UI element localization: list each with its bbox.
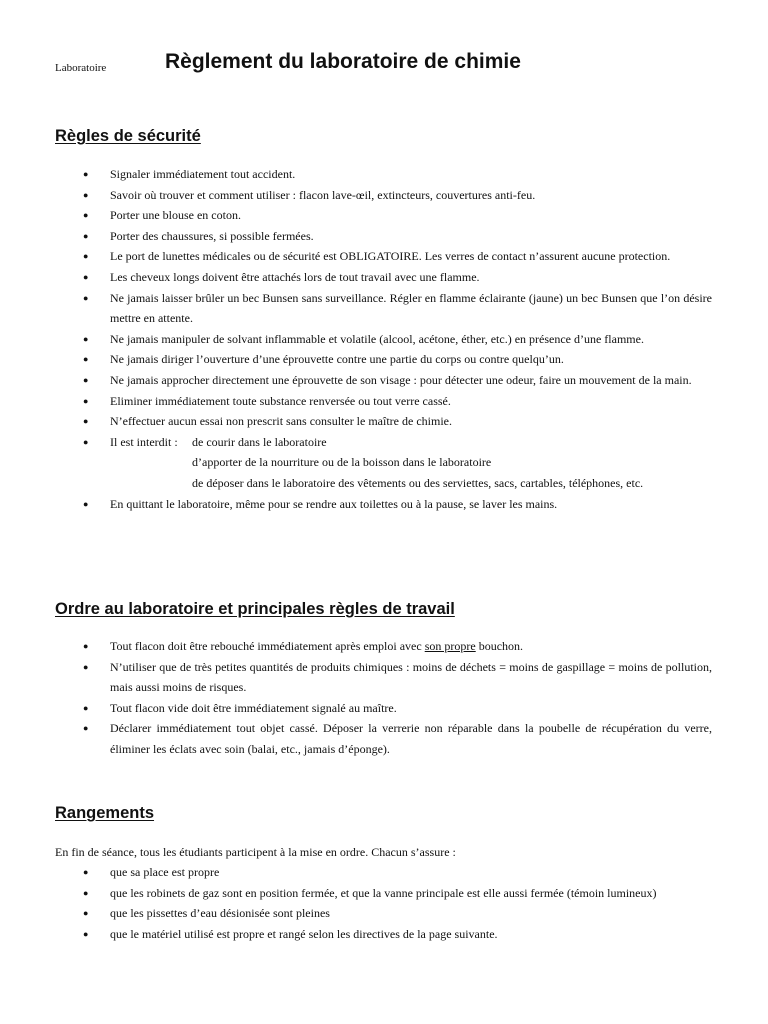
list-item: ● que sa place est propre <box>0 862 768 883</box>
bullet-icon: ● <box>83 928 89 939</box>
bullet-icon: ● <box>83 271 89 282</box>
bullet-icon: ● <box>83 251 89 262</box>
ordre-list <box>0 636 768 760</box>
list-item: ● Eliminer immédiatement toute substance renversée ou tout verre cassé. <box>0 391 768 412</box>
list-item: ● Porter des chaussures, si possible fermées. <box>0 226 768 247</box>
securite-list <box>0 164 768 514</box>
rangements-list <box>0 862 768 944</box>
bullet-icon: ● <box>83 661 89 672</box>
list-item: ● Le port de lunettes médicales ou de sécurité est OBLIGATOIRE. Les verres de contact n’assurent aucune protection. <box>0 246 768 267</box>
bullet-icon: ● <box>83 169 89 179</box>
list-item: ● En quittant le laboratoire, même pour se rendre aux toilettes ou à la pause, se laver les mains. <box>0 494 768 515</box>
list-item: ● Tout flacon doit être rebouché immédiatement après emploi avec son propre bouchon. <box>0 636 768 657</box>
bullet-icon: ● <box>83 641 89 651</box>
list-item: ● N’utiliser que de très petites quantités de produits chimiques : moins de déchets = moins de gaspillage = moins de pollution, mais aussi moins de risques. <box>0 657 768 698</box>
interdit-line: de courir dans le laboratoire <box>192 434 327 449</box>
list-item: ● Les cheveux longs doivent être attachés lors de tout travail avec une flamme. <box>0 267 768 288</box>
list-item: ● Tout flacon vide doit être immédiatement signalé au maître. <box>0 698 768 719</box>
section-title-rangements: Rangements <box>55 804 155 822</box>
list-item: ● N’effectuer aucun essai non prescrit sans consulter le maître de chimie. <box>0 411 768 432</box>
bullet-icon: ● <box>83 210 89 221</box>
bullet-icon: ● <box>83 887 89 898</box>
interdit-line: d’apporter de la nourriture ou de la boisson dans le laboratoire <box>192 455 492 470</box>
bullet-icon: ● <box>83 867 89 877</box>
bullet-icon: ● <box>83 436 89 447</box>
list-item: ● Ne jamais approcher directement une éprouvette de son visage : pour détecter une odeur, faire un mouvement de la main. <box>0 370 768 391</box>
bullet-icon: ● <box>83 230 89 241</box>
list-item: ● Porter une blouse en coton. <box>0 205 768 226</box>
underlined-text: son propre <box>424 639 476 653</box>
list-item: ● Déclarer immédiatement tout objet cassé. Déposer la verrerie non réparable dans la poubelle de récupération du verre, éliminer les éclats avec soin (balai, etc., jamais d’éponge). <box>0 718 768 759</box>
header-label: Laboratoire <box>55 62 107 74</box>
interdit-line: de déposer dans le laboratoire des vêtements ou des serviettes, sacs, cartables, téléphones, etc. <box>192 475 644 490</box>
list-item: ● Ne jamais diriger l’ouverture d’une éprouvette contre une partie du corps ou contre quelqu’un. <box>0 349 768 370</box>
bullet-icon: ● <box>83 395 89 406</box>
list-item-interdit <box>0 432 768 494</box>
list-item: ● Ne jamais laisser brûler un bec Bunsen sans surveillance. Régler en flamme éclairante (jaune) un bec Bunsen que l’on désire mettre en attente. <box>0 288 768 329</box>
bullet-icon: ● <box>83 416 89 427</box>
rangements-intro: En fin de séance, tous les étudiants participent à la mise en ordre. Chacun s’assure : <box>55 845 456 859</box>
interdit-lead: Il est interdit : <box>110 434 178 449</box>
bullet-icon: ● <box>83 333 89 344</box>
bullet-icon: ● <box>83 723 89 734</box>
bullet-icon: ● <box>83 374 89 385</box>
section-title-securite: Règles de sécurité <box>55 127 201 145</box>
bullet-icon: ● <box>83 292 89 303</box>
bullet-icon: ● <box>83 189 89 200</box>
bullet-icon: ● <box>83 354 89 365</box>
list-item: ● que les robinets de gaz sont en position fermée, et que la vanne principale est elle aussi fermée (témoin lumineux) <box>0 883 768 904</box>
bullet-icon: ● <box>83 908 89 919</box>
list-item: ● que le matériel utilisé est propre et rangé selon les directives de la page suivante. <box>0 924 768 945</box>
bullet-icon: ● <box>83 498 89 509</box>
list-item: ● que les pissettes d’eau désionisée sont pleines <box>0 903 768 924</box>
list-item: ● Ne jamais manipuler de solvant inflammable et volatile (alcool, acétone, éther, etc.) en présence d’une flamme. <box>0 329 768 350</box>
list-item: ● Savoir où trouver et comment utiliser : flacon lave-œil, extincteurs, couvertures anti-feu. <box>0 185 768 206</box>
bullet-icon: ● <box>83 702 89 713</box>
section-title-ordre: Ordre au laboratoire et principales règles de travail <box>55 600 455 618</box>
page-title: Règlement du laboratoire de chimie <box>165 50 521 73</box>
list-item: ● Signaler immédiatement tout accident. <box>0 164 768 185</box>
